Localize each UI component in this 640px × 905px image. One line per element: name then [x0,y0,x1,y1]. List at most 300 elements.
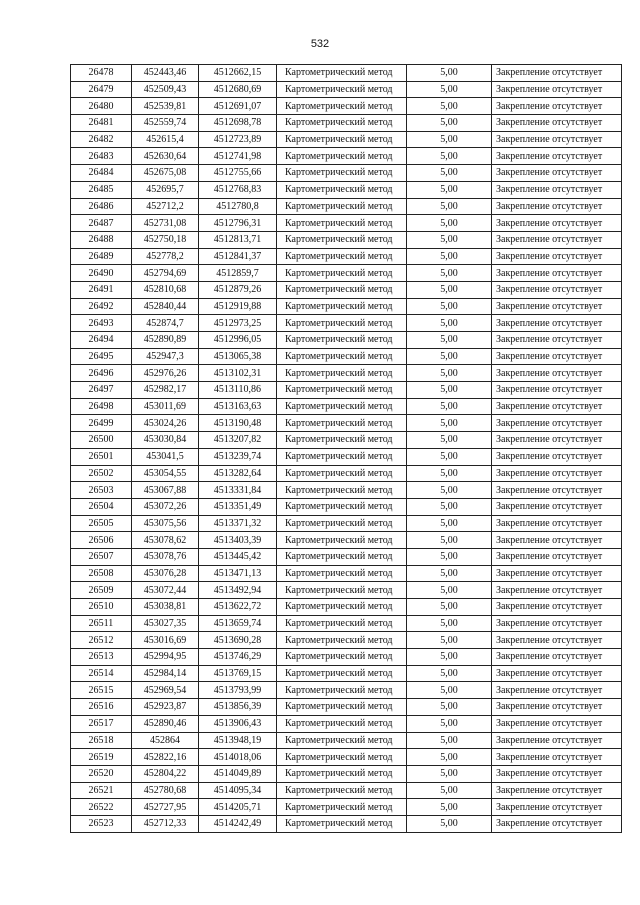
fixation-cell: Закрепление отсутствует [492,498,622,515]
accuracy-cell: 5,00 [407,98,492,115]
coordinates-table-body [71,65,622,833]
y-coordinate-cell: 4512662,15 [199,65,277,82]
table-row [71,815,622,832]
point-number-cell: 26508 [71,565,132,582]
accuracy-cell: 5,00 [407,532,492,549]
table-row [71,615,622,632]
x-coordinate-cell: 452982,17 [132,382,199,399]
method-cell: Картометрический метод [277,432,407,449]
x-coordinate-cell: 452443,46 [132,65,199,82]
y-coordinate-cell: 4513746,29 [199,649,277,666]
x-coordinate-cell: 452539,81 [132,98,199,115]
y-coordinate-cell: 4513163,63 [199,398,277,415]
table-row [71,548,622,565]
fixation-cell: Закрепление отсутствует [492,415,622,432]
table-row [71,448,622,465]
x-coordinate-cell: 452804,22 [132,765,199,782]
fixation-cell: Закрепление отсутствует [492,715,622,732]
point-number-cell: 26493 [71,315,132,332]
y-coordinate-cell: 4513659,74 [199,615,277,632]
y-coordinate-cell: 4513622,72 [199,599,277,616]
point-number-cell: 26503 [71,482,132,499]
method-cell: Картометрический метод [277,131,407,148]
fixation-cell: Закрепление отсутствует [492,532,622,549]
coordinates-table [70,64,622,833]
point-number-cell: 26518 [71,732,132,749]
table-row [71,632,622,649]
method-cell: Картометрический метод [277,165,407,182]
point-number-cell: 26490 [71,265,132,282]
accuracy-cell: 5,00 [407,565,492,582]
x-coordinate-cell: 452976,26 [132,365,199,382]
table-row [71,148,622,165]
method-cell: Картометрический метод [277,765,407,782]
table-row [71,298,622,315]
table-row [71,198,622,215]
table-row [71,799,622,816]
x-coordinate-cell: 452890,89 [132,332,199,349]
accuracy-cell: 5,00 [407,231,492,248]
table-row [71,565,622,582]
x-coordinate-cell: 452712,2 [132,198,199,215]
fixation-cell: Закрепление отсутствует [492,248,622,265]
x-coordinate-cell: 453075,56 [132,515,199,532]
accuracy-cell: 5,00 [407,482,492,499]
point-number-cell: 26492 [71,298,132,315]
method-cell: Картометрический метод [277,365,407,382]
x-coordinate-cell: 452559,74 [132,115,199,132]
method-cell: Картометрический метод [277,315,407,332]
y-coordinate-cell: 4513065,38 [199,348,277,365]
point-number-cell: 26523 [71,815,132,832]
fixation-cell: Закрепление отсутствует [492,465,622,482]
method-cell: Картометрический метод [277,115,407,132]
point-number-cell: 26522 [71,799,132,816]
method-cell: Картометрический метод [277,665,407,682]
table-row [71,665,622,682]
point-number-cell: 26483 [71,148,132,165]
accuracy-cell: 5,00 [407,348,492,365]
method-cell: Картометрический метод [277,348,407,365]
fixation-cell: Закрепление отсутствует [492,582,622,599]
table-row [71,65,622,82]
point-number-cell: 26502 [71,465,132,482]
fixation-cell: Закрепление отсутствует [492,231,622,248]
x-coordinate-cell: 453078,76 [132,548,199,565]
point-number-cell: 26516 [71,699,132,716]
accuracy-cell: 5,00 [407,715,492,732]
y-coordinate-cell: 4513948,19 [199,732,277,749]
method-cell: Картометрический метод [277,548,407,565]
y-coordinate-cell: 4513793,99 [199,682,277,699]
x-coordinate-cell: 452712,33 [132,815,199,832]
method-cell: Картометрический метод [277,281,407,298]
accuracy-cell: 5,00 [407,782,492,799]
accuracy-cell: 5,00 [407,799,492,816]
method-cell: Картометрический метод [277,332,407,349]
x-coordinate-cell: 452615,4 [132,131,199,148]
x-coordinate-cell: 453072,26 [132,498,199,515]
x-coordinate-cell: 452630,64 [132,148,199,165]
method-cell: Картометрический метод [277,799,407,816]
y-coordinate-cell: 4514018,06 [199,749,277,766]
point-number-cell: 26488 [71,231,132,248]
table-row [71,181,622,198]
y-coordinate-cell: 4512768,83 [199,181,277,198]
point-number-cell: 26509 [71,582,132,599]
x-coordinate-cell: 453024,26 [132,415,199,432]
y-coordinate-cell: 4512780,8 [199,198,277,215]
fixation-cell: Закрепление отсутствует [492,815,622,832]
method-cell: Картометрический метод [277,532,407,549]
point-number-cell: 26510 [71,599,132,616]
x-coordinate-cell: 452727,95 [132,799,199,816]
y-coordinate-cell: 4513102,31 [199,365,277,382]
method-cell: Картометрический метод [277,582,407,599]
x-coordinate-cell: 452923,87 [132,699,199,716]
y-coordinate-cell: 4512698,78 [199,115,277,132]
accuracy-cell: 5,00 [407,582,492,599]
y-coordinate-cell: 4512879,26 [199,281,277,298]
y-coordinate-cell: 4513371,32 [199,515,277,532]
point-number-cell: 26481 [71,115,132,132]
table-row [71,165,622,182]
accuracy-cell: 5,00 [407,548,492,565]
point-number-cell: 26485 [71,181,132,198]
point-number-cell: 26489 [71,248,132,265]
accuracy-cell: 5,00 [407,415,492,432]
fixation-cell: Закрепление отсутствует [492,81,622,98]
y-coordinate-cell: 4513856,39 [199,699,277,716]
table-row [71,281,622,298]
y-coordinate-cell: 4512996,05 [199,332,277,349]
method-cell: Картометрический метод [277,498,407,515]
fixation-cell: Закрепление отсутствует [492,148,622,165]
point-number-cell: 26486 [71,198,132,215]
table-row [71,415,622,432]
point-number-cell: 26495 [71,348,132,365]
method-cell: Картометрический метод [277,649,407,666]
x-coordinate-cell: 452969,54 [132,682,199,699]
accuracy-cell: 5,00 [407,682,492,699]
fixation-cell: Закрепление отсутствует [492,615,622,632]
method-cell: Картометрический метод [277,615,407,632]
accuracy-cell: 5,00 [407,382,492,399]
y-coordinate-cell: 4513471,13 [199,565,277,582]
accuracy-cell: 5,00 [407,298,492,315]
table-row [71,131,622,148]
fixation-cell: Закрепление отсутствует [492,632,622,649]
x-coordinate-cell: 452750,18 [132,231,199,248]
y-coordinate-cell: 4513331,84 [199,482,277,499]
method-cell: Картометрический метод [277,715,407,732]
accuracy-cell: 5,00 [407,65,492,82]
accuracy-cell: 5,00 [407,465,492,482]
table-row [71,682,622,699]
table-row [71,365,622,382]
table-row [71,749,622,766]
fixation-cell: Закрепление отсутствует [492,599,622,616]
x-coordinate-cell: 453030,84 [132,432,199,449]
x-coordinate-cell: 452780,68 [132,782,199,799]
table-row [71,765,622,782]
point-number-cell: 26496 [71,365,132,382]
fixation-cell: Закрепление отсутствует [492,432,622,449]
y-coordinate-cell: 4513445,42 [199,548,277,565]
accuracy-cell: 5,00 [407,248,492,265]
fixation-cell: Закрепление отсутствует [492,365,622,382]
x-coordinate-cell: 453011,69 [132,398,199,415]
y-coordinate-cell: 4513690,28 [199,632,277,649]
accuracy-cell: 5,00 [407,649,492,666]
table-row [71,599,622,616]
y-coordinate-cell: 4513239,74 [199,448,277,465]
table-row [71,348,622,365]
method-cell: Картометрический метод [277,382,407,399]
table-row [71,649,622,666]
point-number-cell: 26497 [71,382,132,399]
y-coordinate-cell: 4512723,89 [199,131,277,148]
accuracy-cell: 5,00 [407,615,492,632]
x-coordinate-cell: 452994,95 [132,649,199,666]
x-coordinate-cell: 452840,44 [132,298,199,315]
method-cell: Картометрический метод [277,749,407,766]
accuracy-cell: 5,00 [407,699,492,716]
y-coordinate-cell: 4513282,64 [199,465,277,482]
point-number-cell: 26511 [71,615,132,632]
accuracy-cell: 5,00 [407,432,492,449]
accuracy-cell: 5,00 [407,198,492,215]
y-coordinate-cell: 4512755,66 [199,165,277,182]
x-coordinate-cell: 452890,46 [132,715,199,732]
point-number-cell: 26499 [71,415,132,432]
x-coordinate-cell: 452778,2 [132,248,199,265]
x-coordinate-cell: 452947,3 [132,348,199,365]
table-row [71,265,622,282]
table-row [71,465,622,482]
y-coordinate-cell: 4512691,07 [199,98,277,115]
accuracy-cell: 5,00 [407,398,492,415]
accuracy-cell: 5,00 [407,315,492,332]
method-cell: Картометрический метод [277,682,407,699]
accuracy-cell: 5,00 [407,265,492,282]
method-cell: Картометрический метод [277,565,407,582]
accuracy-cell: 5,00 [407,215,492,232]
table-row [71,398,622,415]
fixation-cell: Закрепление отсутствует [492,699,622,716]
y-coordinate-cell: 4514049,89 [199,765,277,782]
accuracy-cell: 5,00 [407,181,492,198]
method-cell: Картометрический метод [277,632,407,649]
accuracy-cell: 5,00 [407,448,492,465]
accuracy-cell: 5,00 [407,515,492,532]
y-coordinate-cell: 4512919,88 [199,298,277,315]
point-number-cell: 26513 [71,649,132,666]
method-cell: Картометрический метод [277,448,407,465]
table-row [71,498,622,515]
method-cell: Картометрический метод [277,415,407,432]
fixation-cell: Закрепление отсутствует [492,565,622,582]
table-row [71,332,622,349]
method-cell: Картометрический метод [277,148,407,165]
method-cell: Картометрический метод [277,81,407,98]
x-coordinate-cell: 453072,44 [132,582,199,599]
accuracy-cell: 5,00 [407,131,492,148]
table-row [71,248,622,265]
method-cell: Картометрический метод [277,815,407,832]
point-number-cell: 26506 [71,532,132,549]
method-cell: Картометрический метод [277,699,407,716]
fixation-cell: Закрепление отсутствует [492,665,622,682]
y-coordinate-cell: 4514205,71 [199,799,277,816]
x-coordinate-cell: 452822,16 [132,749,199,766]
table-row [71,532,622,549]
table-row [71,482,622,499]
point-number-cell: 26515 [71,682,132,699]
fixation-cell: Закрепление отсутствует [492,98,622,115]
accuracy-cell: 5,00 [407,365,492,382]
table-row [71,115,622,132]
accuracy-cell: 5,00 [407,281,492,298]
method-cell: Картометрический метод [277,515,407,532]
point-number-cell: 26507 [71,548,132,565]
accuracy-cell: 5,00 [407,632,492,649]
fixation-cell: Закрепление отсутствует [492,732,622,749]
point-number-cell: 26498 [71,398,132,415]
table-row [71,81,622,98]
method-cell: Картометрический метод [277,782,407,799]
x-coordinate-cell: 452695,7 [132,181,199,198]
x-coordinate-cell: 452794,69 [132,265,199,282]
y-coordinate-cell: 4512973,25 [199,315,277,332]
table-row [71,382,622,399]
method-cell: Картометрический метод [277,465,407,482]
y-coordinate-cell: 4513351,49 [199,498,277,515]
point-number-cell: 26519 [71,749,132,766]
x-coordinate-cell: 453076,28 [132,565,199,582]
fixation-cell: Закрепление отсутствует [492,782,622,799]
point-number-cell: 26487 [71,215,132,232]
fixation-cell: Закрепление отсутствует [492,382,622,399]
fixation-cell: Закрепление отсутствует [492,281,622,298]
accuracy-cell: 5,00 [407,765,492,782]
x-coordinate-cell: 452874,7 [132,315,199,332]
x-coordinate-cell: 453067,88 [132,482,199,499]
accuracy-cell: 5,00 [407,749,492,766]
fixation-cell: Закрепление отсутствует [492,682,622,699]
accuracy-cell: 5,00 [407,665,492,682]
y-coordinate-cell: 4513906,43 [199,715,277,732]
fixation-cell: Закрепление отсутствует [492,165,622,182]
fixation-cell: Закрепление отсутствует [492,482,622,499]
x-coordinate-cell: 452984,14 [132,665,199,682]
fixation-cell: Закрепление отсутствует [492,315,622,332]
x-coordinate-cell: 453038,81 [132,599,199,616]
x-coordinate-cell: 452864 [132,732,199,749]
table-row [71,315,622,332]
accuracy-cell: 5,00 [407,165,492,182]
fixation-cell: Закрепление отсутствует [492,515,622,532]
table-row [71,98,622,115]
method-cell: Картометрический метод [277,98,407,115]
y-coordinate-cell: 4512841,37 [199,248,277,265]
method-cell: Картометрический метод [277,398,407,415]
fixation-cell: Закрепление отсутствует [492,548,622,565]
accuracy-cell: 5,00 [407,81,492,98]
fixation-cell: Закрепление отсутствует [492,131,622,148]
method-cell: Картометрический метод [277,265,407,282]
table-row [71,515,622,532]
y-coordinate-cell: 4514242,49 [199,815,277,832]
x-coordinate-cell: 452731,08 [132,215,199,232]
x-coordinate-cell: 453016,69 [132,632,199,649]
accuracy-cell: 5,00 [407,815,492,832]
fixation-cell: Закрепление отсутствует [492,265,622,282]
method-cell: Картометрический метод [277,599,407,616]
accuracy-cell: 5,00 [407,148,492,165]
fixation-cell: Закрепление отсутствует [492,298,622,315]
point-number-cell: 26482 [71,131,132,148]
x-coordinate-cell: 452810,68 [132,281,199,298]
method-cell: Картометрический метод [277,231,407,248]
fixation-cell: Закрепление отсутствует [492,332,622,349]
fixation-cell: Закрепление отсутствует [492,65,622,82]
accuracy-cell: 5,00 [407,332,492,349]
point-number-cell: 26501 [71,448,132,465]
fixation-cell: Закрепление отсутствует [492,448,622,465]
table-row [71,782,622,799]
y-coordinate-cell: 4513492,94 [199,582,277,599]
accuracy-cell: 5,00 [407,732,492,749]
y-coordinate-cell: 4512796,31 [199,215,277,232]
page-number: 532 [310,38,330,50]
fixation-cell: Закрепление отсутствует [492,765,622,782]
point-number-cell: 26478 [71,65,132,82]
point-number-cell: 26494 [71,332,132,349]
method-cell: Картометрический метод [277,248,407,265]
x-coordinate-cell: 452675,08 [132,165,199,182]
x-coordinate-cell: 453027,35 [132,615,199,632]
fixation-cell: Закрепление отсутствует [492,198,622,215]
fixation-cell: Закрепление отсутствует [492,348,622,365]
table-row [71,732,622,749]
point-number-cell: 26521 [71,782,132,799]
y-coordinate-cell: 4513110,86 [199,382,277,399]
y-coordinate-cell: 4514095,34 [199,782,277,799]
method-cell: Картометрический метод [277,181,407,198]
point-number-cell: 26491 [71,281,132,298]
fixation-cell: Закрепление отсутствует [492,398,622,415]
accuracy-cell: 5,00 [407,498,492,515]
fixation-cell: Закрепление отсутствует [492,799,622,816]
y-coordinate-cell: 4512680,69 [199,81,277,98]
point-number-cell: 26514 [71,665,132,682]
point-number-cell: 26517 [71,715,132,732]
table-row [71,231,622,248]
accuracy-cell: 5,00 [407,599,492,616]
y-coordinate-cell: 4512859,7 [199,265,277,282]
x-coordinate-cell: 453078,62 [132,532,199,549]
method-cell: Картометрический метод [277,298,407,315]
fixation-cell: Закрепление отсутствует [492,115,622,132]
table-row [71,432,622,449]
y-coordinate-cell: 4512741,98 [199,148,277,165]
point-number-cell: 26520 [71,765,132,782]
table-row [71,699,622,716]
point-number-cell: 26505 [71,515,132,532]
method-cell: Картометрический метод [277,732,407,749]
y-coordinate-cell: 4513190,48 [199,415,277,432]
